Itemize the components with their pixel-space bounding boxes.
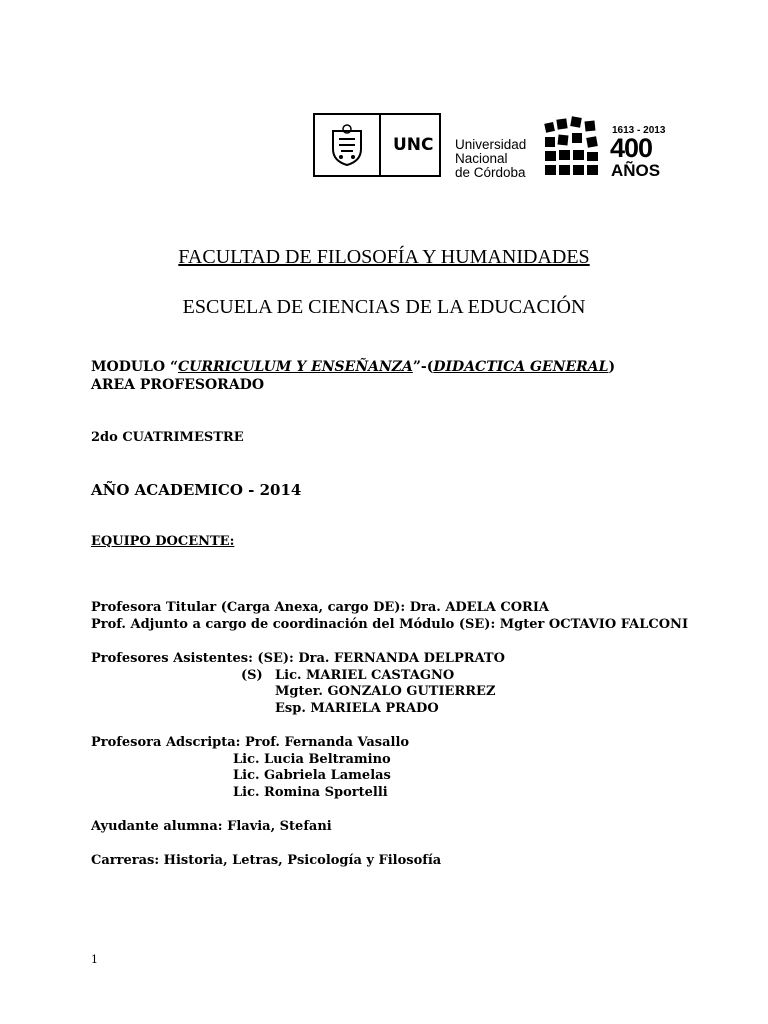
module-alt-name: DIDACTICA GENERAL	[433, 359, 609, 375]
faculty-title: FACULTAD DE FILOSOFÍA Y HUMANIDADES	[178, 246, 590, 268]
module-name: CURRICULUM Y ENSEÑANZA	[178, 359, 413, 375]
staff-adscripto: Lic. Lucia Beltramino	[233, 752, 391, 767]
page-number: 1	[91, 953, 98, 966]
university-line-3: de Córdoba	[455, 165, 526, 180]
university-line-2: Nacional	[455, 151, 508, 166]
anniversary-word: AÑOS	[611, 161, 661, 180]
unc-acronym: UNC	[393, 135, 434, 155]
staff-asistentes-s: (S)	[241, 668, 263, 683]
staff-adscripto: Lic. Romina Sportelli	[233, 785, 388, 800]
academic-year: AÑO ACADEMICO - 2014	[91, 481, 302, 499]
carreras: Carreras: Historia, Letras, Psicología y Filosofía	[91, 853, 442, 868]
team-heading: EQUIPO DOCENTE:	[91, 534, 235, 549]
staff-adscripta: Profesora Adscripta: Prof. Fernanda Vasallo	[91, 735, 410, 750]
university-line-1: Universidad	[455, 137, 527, 152]
staff-asistente: Lic. MARIEL CASTAGNO	[275, 668, 455, 683]
staff-asistentes: Profesores Asistentes: (SE): Dra. FERNANDA DELPRATO	[91, 651, 505, 666]
module-suffix: )	[608, 359, 616, 375]
semester: 2do CUATRIMESTRE	[91, 430, 244, 445]
module-area: AREA PROFESORADO	[91, 377, 265, 393]
anniversary-number: 400	[610, 133, 653, 163]
university-seal-icon	[327, 123, 367, 167]
module-prefix: MODULO “	[91, 359, 179, 375]
anniversary-years: 1613 - 2013	[612, 125, 666, 136]
anniversary-blocks-icon	[543, 115, 605, 179]
staff-titular: Profesora Titular (Carga Anexa, cargo DE): Dra. ADELA CORIA	[91, 600, 549, 615]
staff-asistente: Esp. MARIELA PRADO	[275, 701, 439, 716]
university-name	[455, 138, 526, 180]
staff-adscripto: Lic. Gabriela Lamelas	[233, 768, 391, 783]
school-title: ESCUELA DE CIENCIAS DE LA EDUCACIÓN	[182, 296, 586, 318]
staff-ayudante: Ayudante alumna: Flavia, Stefani	[91, 819, 332, 834]
module-line	[91, 359, 615, 375]
staff-asistente: Mgter. GONZALO GUTIERREZ	[275, 684, 496, 699]
unc-logo	[313, 113, 441, 177]
staff-adjunto: Prof. Adjunto a cargo de coordinación del Módulo (SE): Mgter OCTAVIO FALCONI	[91, 617, 689, 632]
module-mid: ”-(	[412, 359, 434, 375]
